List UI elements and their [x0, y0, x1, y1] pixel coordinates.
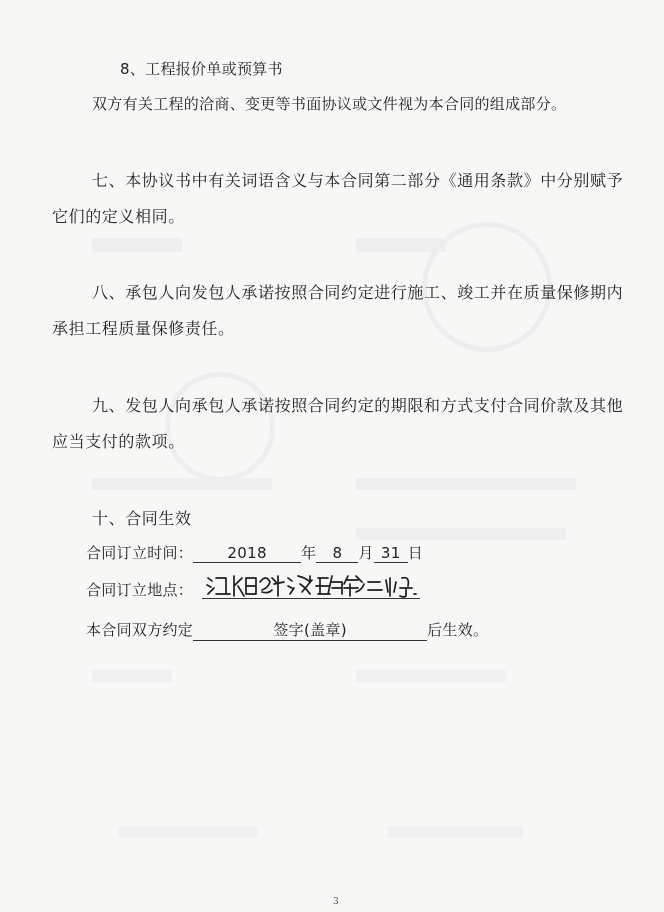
contract-day-field: 31 [374, 544, 408, 563]
contract-agree-suffix: 后生效。 [427, 621, 489, 639]
ghost-text-8 [118, 826, 258, 838]
contract-agree-prefix: 本合同双方约定 [86, 621, 194, 639]
contract-time-row [86, 542, 423, 563]
contract-agree-field: 签字(盖章) [193, 619, 427, 641]
ghost-seal-left [165, 372, 275, 482]
clause-7-line-1: 七、本协议书中有关词语含义与本合同第二部分《通用条款》中分别赋予 [92, 171, 624, 190]
clause-8-line-1: 八、承包人向发包人承诺按照合同约定进行施工、竣工并在质量保修期内 [92, 283, 624, 302]
place-underline [202, 598, 420, 599]
item-8-line: 8、工程报价单或预算书 [120, 60, 283, 78]
ghost-text-6 [92, 670, 172, 682]
ghost-text-2 [356, 238, 446, 252]
ghost-text-5 [356, 528, 566, 540]
contract-place-label: 合同订立地点： [86, 581, 194, 599]
handwritten-place [206, 572, 420, 598]
item-8-note: 双方有关工程的洽商、变更等书面协议或文件视为本合同的组成部分。 [92, 95, 567, 113]
clause-10-title: 十、合同生效 [92, 509, 192, 528]
clause-7-line-2: 它们的定义相同。 [52, 207, 185, 226]
contract-year-field: 2018 [193, 544, 301, 563]
contract-month-field: 8 [316, 544, 358, 563]
ghost-text-3 [92, 478, 272, 490]
contract-effective-row [86, 619, 488, 641]
contract-time-label: 合同订立时间： [86, 544, 194, 562]
contract-month-unit: 月 [358, 544, 374, 562]
contract-year-unit: 年 [301, 544, 317, 562]
ghost-text-9 [388, 826, 523, 838]
clause-9-line-1: 九、发包人向承包人承诺按照合同约定的期限和方式支付合同价款及其他 [92, 396, 624, 415]
ghost-text-4 [356, 478, 576, 490]
clause-9-line-2: 应当支付的款项。 [52, 432, 185, 451]
ghost-text-7 [356, 670, 506, 682]
clause-8-line-2: 承担工程质量保修责任。 [52, 319, 235, 338]
page-number: 3 [333, 897, 339, 907]
ghost-text-1 [92, 238, 182, 252]
contract-day-unit: 日 [407, 544, 424, 562]
